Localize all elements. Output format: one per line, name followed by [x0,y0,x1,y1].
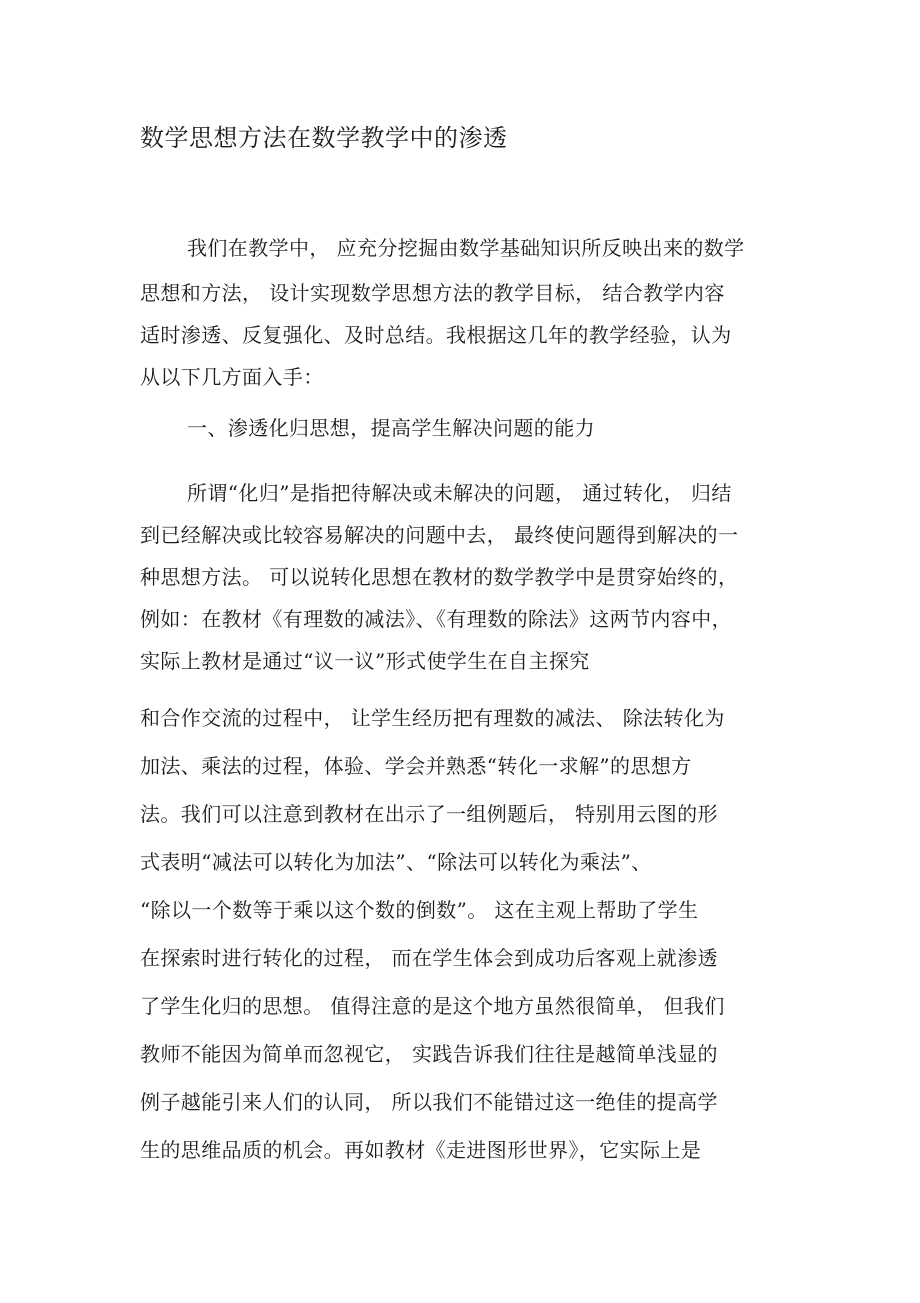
paragraph-line: 了学生化归的思想。 值得注意的是这个地方虽然很简单， 但我们 [140,994,725,1018]
paragraph-line: 例子越能引来人们的认同， 所以我们不能错过这一绝佳的提高学 [140,1090,718,1114]
paragraph-line: 我们在教学中， 应充分挖掘由数学基础知识所反映出来的数学 [187,236,745,260]
paragraph-line: 例如：在教材《有理数的减法》、《有理数的除法》这两节内容中， [140,607,732,631]
paragraph-line: 所谓“化归”是指把待解决或未解决的问题， 通过转化， 归结 [187,481,732,505]
paragraph-line: “除以一个数等于乘以这个数的倒数”。 这在主观上帮助了学生 [140,898,699,922]
paragraph-line: 式表明“减法可以转化为加法”、“除法可以转化为乘法”、 [140,850,652,874]
paragraph-line: 和合作交流的过程中， 让学生经历把有理数的减法、 除法转化为 [140,706,725,730]
paragraph-line: 法。我们可以注意到教材在出示了一组例题后， 特别用云图的形 [140,802,718,826]
paragraph-line: 适时渗透、反复强化、及时总结。我根据这几年的教学经验，认为 [140,323,732,347]
document-title: 数学思想方法在数学教学中的渗透 [140,124,508,152]
paragraph-line: 在探索时进行转化的过程， 而在学生体会到成功后客观上就渗透 [140,946,718,970]
section-heading: 一、渗透化归思想，提高学生解决问题的能力 [187,416,595,440]
paragraph-line: 从以下几方面入手： [140,365,324,389]
paragraph-line: 加法、乘法的过程，体验、学会并熟悉“转化一求解”的思想方 [140,754,692,778]
paragraph-line: 生的思维品质的机会。再如教材《走进图形世界》，它实际上是 [140,1138,702,1162]
paragraph-line: 教师不能因为简单而忽视它， 实践告诉我们往往是越简单浅显的 [140,1042,718,1066]
paragraph-line: 实际上教材是通过“议一议”形式使学生在自主探究 [140,649,590,673]
paragraph-line: 思想和方法， 设计实现数学思想方法的教学目标， 结合教学内容 [140,281,725,305]
paragraph-line: 到已经解决或比较容易解决的问题中去， 最终使问题得到解决的一 [140,523,739,547]
paragraph-line: 种思想方法。 可以说转化思想在教材的数学教学中是贯穿始终的， [140,565,739,589]
